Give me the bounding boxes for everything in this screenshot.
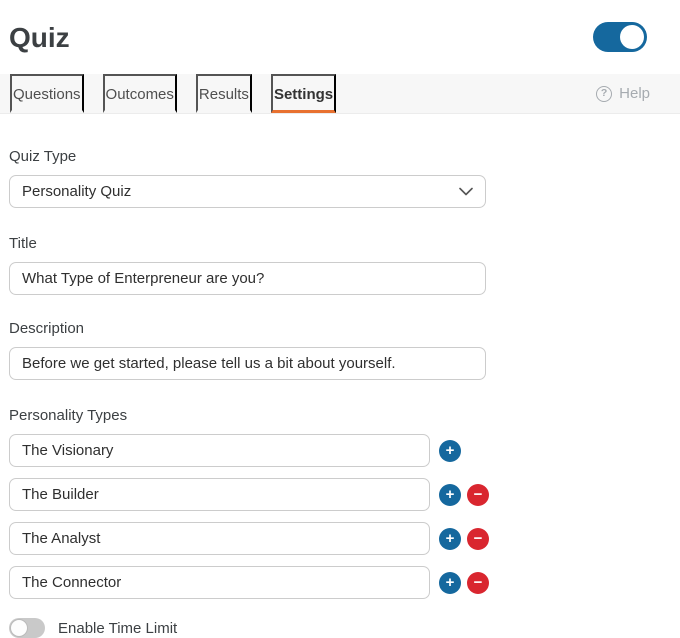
title-section <box>9 234 671 295</box>
personality-type-list <box>9 434 671 599</box>
quiz-type-selected-value: Personality Quiz <box>22 183 132 200</box>
description-section <box>9 319 671 380</box>
remove-personality-type-button[interactable]: − <box>467 528 489 550</box>
settings-form <box>0 147 680 638</box>
personality-type-row <box>9 434 671 467</box>
add-personality-type-button[interactable]: + <box>439 440 461 462</box>
remove-personality-type-button[interactable]: − <box>467 484 489 506</box>
quiz-type-label: Quiz Type <box>9 148 77 165</box>
time-limit-row <box>9 618 671 638</box>
tab-list <box>10 74 355 113</box>
quiz-type-section <box>9 147 671 208</box>
tab-questions[interactable]: Questions <box>10 74 84 113</box>
time-limit-label: Enable Time Limit <box>58 619 178 637</box>
personality-type-row <box>9 522 671 555</box>
time-limit-toggle[interactable] <box>9 618 45 638</box>
personality-type-input[interactable] <box>9 522 430 555</box>
personality-type-input[interactable] <box>9 434 430 467</box>
help-label: Help <box>619 85 650 102</box>
help-button[interactable] <box>596 74 650 113</box>
personality-type-input[interactable] <box>9 566 430 599</box>
tab-outcomes[interactable]: Outcomes <box>103 74 177 113</box>
help-icon: ? <box>596 86 612 102</box>
page-title: Quiz <box>9 22 70 53</box>
tab-settings[interactable]: Settings <box>271 74 336 113</box>
personality-types-section <box>9 406 671 599</box>
quiz-enabled-toggle[interactable] <box>593 22 647 52</box>
tab-bar <box>0 74 680 114</box>
personality-types-label: Personality Types <box>9 407 128 424</box>
description-label: Description <box>9 320 85 337</box>
remove-personality-type-button[interactable]: − <box>467 572 489 594</box>
title-input[interactable] <box>9 262 486 295</box>
description-input[interactable] <box>9 347 486 380</box>
add-personality-type-button[interactable]: + <box>439 528 461 550</box>
toggle-knob <box>11 620 27 636</box>
chevron-down-icon <box>459 187 473 196</box>
personality-type-input[interactable] <box>9 478 430 511</box>
add-personality-type-button[interactable]: + <box>439 572 461 594</box>
tab-results[interactable]: Results <box>196 74 252 113</box>
toggle-knob <box>620 25 644 49</box>
personality-type-row <box>9 566 671 599</box>
title-label: Title <box>9 235 37 252</box>
add-personality-type-button[interactable]: + <box>439 484 461 506</box>
quiz-type-select[interactable] <box>9 175 486 208</box>
personality-type-row <box>9 478 671 511</box>
page-header <box>0 0 680 74</box>
